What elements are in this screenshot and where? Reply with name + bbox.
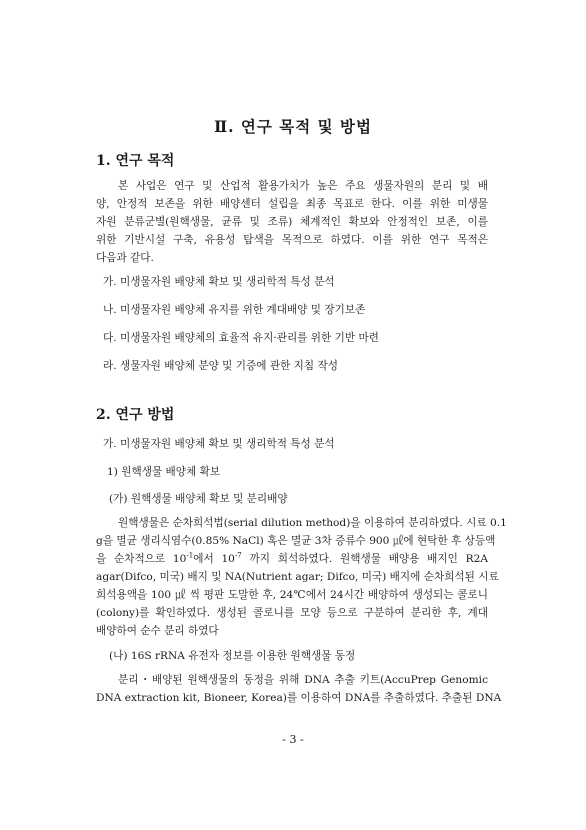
method-para-line: 을 순차적으로 $10^{-1}$에서 $10^{-7}$ 까지 희석하였다. 원핵생물 배양용 배지인 R2A [96,551,488,565]
objective-item: 라. 생물자원 배양체 분양 및 기증에 관한 지침 작성 [103,360,338,372]
method-para-line: 원핵생물은 순차희석법(serial dilution method)을 이용하여 분리하였다. 시료 0.1 [118,517,507,529]
section1-para-line: 본 사업은 연구 및 산업적 활용가치가 높은 주요 생물자원의 분리 및 배 [118,180,488,192]
method-subitem: 1) 원핵생물 배양체 확보 [107,466,221,478]
method-para-line: 희석용액을 100 ㎕ 씩 평판 도말한 후, 24℃에서 24시간 배양하여 생성되는 콜로니 [96,589,488,601]
method-para-line: DNA extraction kit, Bioneer, Korea)를 이용하여 DNA를 추출하였다. 추출된 DNA [96,692,502,704]
method-subsubitem: (나) 16S rRNA 유전자 정보를 이용한 원핵생물 동정 [109,650,356,662]
method-para-line: 분리・배양된 원핵생물의 동정을 위해 DNA 추출 키트(AccuPrep Genomic [118,674,488,686]
section1-para-line: 위한 기반시설 구축, 유용성 탐색을 목적으로 하였다. 이를 위한 연구 목적은 [96,234,488,246]
objective-item: 나. 미생물자원 배양체 유지를 위한 계대배양 및 장기보존 [103,304,366,316]
section1-para-line: 다음과 같다. [96,252,154,264]
section1-para-line: 양, 안정적 보존을 위한 배양센터 설립을 최종 목표로 한다. 이를 위한 미생물 [96,198,488,210]
section1-title: 1. 연구 목적 [96,153,175,169]
method-para-line: agar(Difco, 미국) 배지 및 NA(Nutrient agar; Difco, 미국) 배지에 순차희석된 시료 [96,571,499,583]
method-subsubitem: (가) 원핵생물 배양체 확보 및 분리배양 [109,493,288,505]
section1-para-line: 자원 분류군별(원핵생물, 균류 및 조류) 체계적인 확보와 안정적인 보존, 이를 [96,216,488,228]
section2-title: 2. 연구 방법 [96,407,175,423]
method-para-line: g을 멸균 생리식염수(0.85% NaCl) 혹은 멸균 3차 증류수 900 ㎕에 현탁한 후 상등액 [96,535,496,547]
page-number: - 3 - [282,733,304,746]
objective-item: 다. 미생물자원 배양체의 효율적 유지·관리를 위한 기반 마련 [103,332,379,344]
objective-item: 가. 미생물자원 배양체 확보 및 생리학적 특성 분석 [103,276,335,288]
method-para-line: (colony)를 확인하였다. 생성된 콜로니를 모양 등으로 구분하여 분리한 후, 계대 [96,607,488,619]
method-para-line: 배양하여 순수 분리 하였다 [96,625,219,637]
method-item: 가. 미생물자원 배양체 확보 및 생리학적 특성 분석 [103,438,335,450]
chapter-title: Ⅱ. 연구 목적 및 방법 [214,117,372,136]
